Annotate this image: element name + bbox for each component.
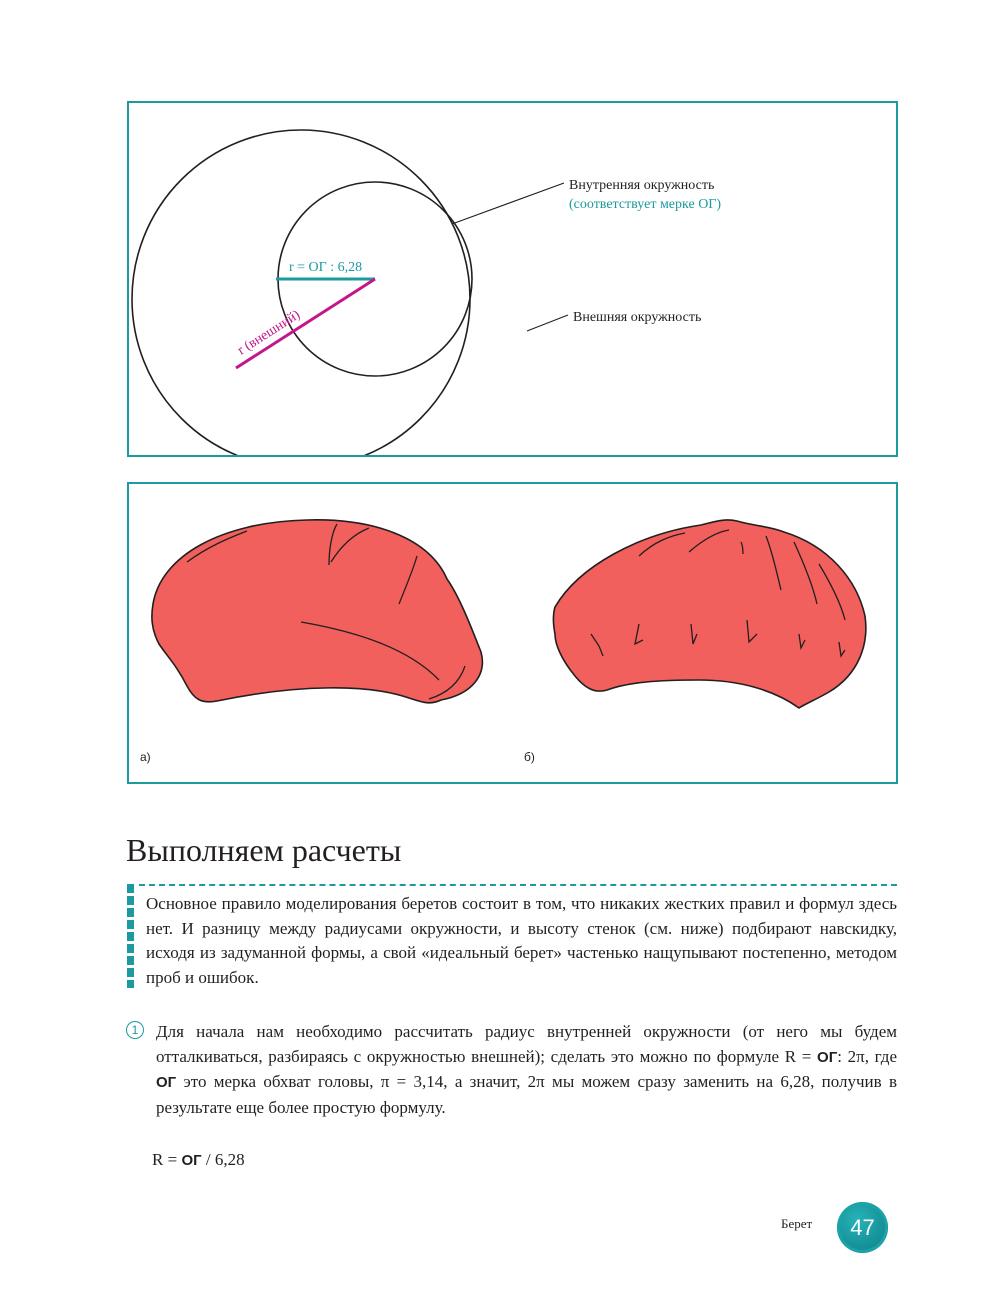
step-1-text-part1: Для начала нам необходимо рассчитать радиус внутренней окружности (от него мы будем отталкиваться, разбираясь с окружностью внешней); сделать это можно по формуле R = <box>156 1022 897 1066</box>
beret-b-label: б) <box>524 750 535 764</box>
outer-radius-label: r (внешний) <box>235 307 304 359</box>
formula-prefix: R = <box>152 1150 182 1169</box>
step-number-badge: 1 <box>126 1021 144 1039</box>
running-title: Берет <box>781 1216 813 1231</box>
outer-radius-line <box>236 279 375 368</box>
note-side-bar <box>127 884 134 988</box>
circle-diagram <box>129 103 896 455</box>
note-block <box>127 884 897 988</box>
note-dashed-rule <box>139 884 897 886</box>
step-1-text <box>156 1020 897 1120</box>
beret-b <box>554 520 866 708</box>
section-title: Выполняем расчеты <box>126 832 402 868</box>
outer-circle <box>132 130 470 455</box>
formula-suffix: / 6,28 <box>201 1150 245 1169</box>
page-number-badge: 47 <box>837 1202 888 1253</box>
og-abbreviation: ОГ <box>156 1074 177 1091</box>
inner-radius-label: r = ОГ : 6,28 <box>289 260 363 275</box>
note-text: Основное правило моделирования беретов состоит в том, что никаких жестких правил и формул здесь нет. И разницу между радиусами окружности, и высоту стенок (см. ниже) подбирают навскидку, исходя из задуманной формы, а свой «идеальный берет» частенько нащупывают постепенно, методом проб и ошибок. <box>146 894 897 987</box>
beret-a <box>152 520 482 703</box>
inner-circle-leader <box>452 183 564 224</box>
inner-circle-label: Внутренняя окружность <box>569 178 715 193</box>
berets-illustration <box>129 484 896 782</box>
formula <box>152 1150 245 1170</box>
step-1-text-part3: это мерка обхват головы, π = 3,14, а значит, 2π мы можем сразу заменить на 6,28, получив в результате еще более простую формулу. <box>156 1072 897 1117</box>
og-abbreviation: ОГ <box>817 1048 838 1066</box>
circle-diagram-frame <box>127 101 898 457</box>
outer-circle-label: Внешняя окружность <box>573 310 702 325</box>
outer-circle-leader <box>527 315 568 331</box>
step-1-text-part2: : 2π, где <box>837 1046 897 1066</box>
step-1 <box>126 1020 897 1120</box>
inner-circle-note: (соответствует мерке ОГ) <box>569 197 722 212</box>
formula-og: ОГ <box>181 1152 202 1169</box>
berets-figure-frame <box>127 482 898 784</box>
beret-a-label: а) <box>140 750 151 764</box>
